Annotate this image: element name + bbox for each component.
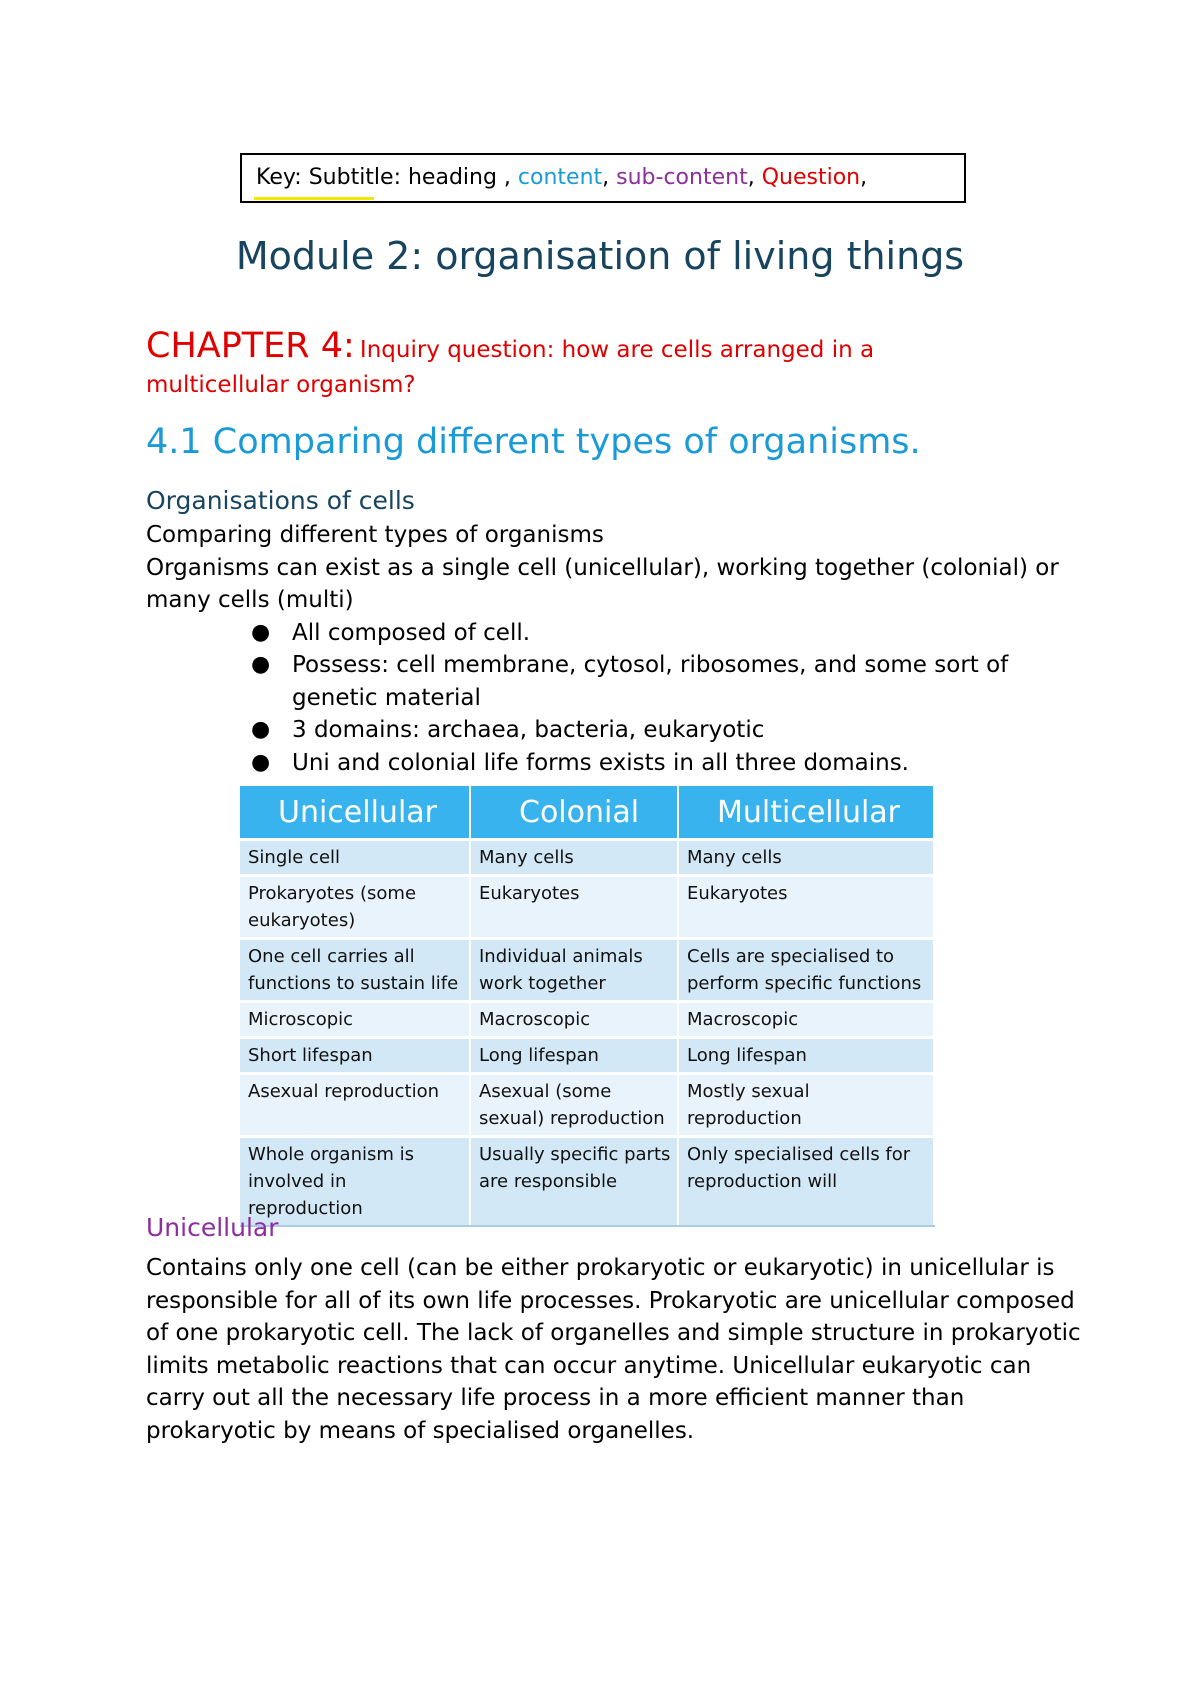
- table-row: [240, 876, 934, 939]
- table-cell: One cell carries all functions to sustain life: [240, 939, 470, 1002]
- header-unicellular: Unicellular: [240, 786, 470, 840]
- table-cell: Cells are specialised to perform specific functions: [678, 939, 934, 1002]
- table-cell: Microscopic: [240, 1002, 470, 1038]
- unicellular-paragraph: Contains only one cell (can be either prokaryotic or eukaryotic) in unicellular is responsible for all of its own life processes. Prokaryotic are unicellular composed of one prokaryotic cell. The lack of organelles and simple structure in prokaryotic limits metabolic reactions that can occur anytime. Unicellular eukaryotic can carry out all the necessary life process in a more efficient manner than prokaryotic by means of specialised organelles.: [146, 1255, 1081, 1444]
- key-highlight-underline: [254, 197, 374, 200]
- list-item: [146, 747, 1076, 780]
- unicellular-heading: Unicellular: [146, 1213, 279, 1242]
- table-row: [240, 840, 934, 876]
- table-row: [240, 1074, 934, 1137]
- table-cell: Macroscopic: [678, 1002, 934, 1038]
- table-cell: Individual animals work together: [470, 939, 678, 1002]
- header-colonial: Colonial: [470, 786, 678, 840]
- key-content: content: [517, 165, 603, 190]
- chapter-inquiry-line2: multicellular organism?: [146, 372, 416, 398]
- table-cell: Only specialised cells for reproduction will: [678, 1137, 934, 1227]
- module-title: Module 2: organisation of living things: [235, 234, 965, 278]
- table-cell: Short lifespan: [240, 1038, 470, 1074]
- table-cell: Macroscopic: [470, 1002, 678, 1038]
- comparison-table: [240, 786, 935, 1227]
- table-cell: Single cell: [240, 840, 470, 876]
- chapter-inquiry-line1: Inquiry question: how are cells arranged in a: [359, 337, 875, 363]
- list-item: [146, 714, 1076, 747]
- table-cell: Eukaryotes: [470, 876, 678, 939]
- table-cell: Asexual (some sexual) reproduction: [470, 1074, 678, 1137]
- bullet-icon: ●: [251, 619, 271, 645]
- table-row: [240, 939, 934, 1002]
- key-question: Question: [761, 165, 861, 190]
- body-line-2: Organisms can exist as a single cell (unicellular), working together (colonial) or many cells (multi): [146, 554, 1059, 613]
- header-multicellular: Multicellular: [678, 786, 934, 840]
- table-cell: Many cells: [678, 840, 934, 876]
- body-line-1: Comparing different types of organisms: [146, 522, 604, 548]
- bullet-icon: ●: [251, 717, 271, 742]
- table-row: [240, 1137, 934, 1227]
- key-prefix: Key: Subtitle: heading ,: [256, 165, 511, 190]
- table-cell: Asexual reproduction: [240, 1074, 470, 1137]
- section-title: 4.1 Comparing different types of organisms.: [146, 422, 921, 462]
- key-sep-2: ,: [747, 165, 755, 190]
- chapter-label: CHAPTER 4:: [146, 326, 355, 366]
- table-cell: Prokaryotes (some eukaryotes): [240, 876, 470, 939]
- table-cell: Long lifespan: [678, 1038, 934, 1074]
- table-cell: Mostly sexual reproduction: [678, 1074, 934, 1137]
- table-cell: Whole organism is involved in reproduction: [240, 1137, 470, 1227]
- table-cell: Eukaryotes: [678, 876, 934, 939]
- bullet-icon: ●: [251, 652, 271, 677]
- bullet-text: All composed of cell.: [292, 619, 531, 646]
- body-text: [146, 519, 1076, 779]
- table-header-row: [240, 786, 934, 840]
- key-box: [240, 153, 966, 203]
- chapter-heading: [146, 324, 1046, 402]
- key-sub-content: sub-content: [616, 165, 748, 190]
- table-cell: Long lifespan: [470, 1038, 678, 1074]
- list-item: [146, 649, 1076, 714]
- list-item: [146, 617, 1076, 650]
- key-sep-1: ,: [602, 165, 610, 190]
- bullet-text: Uni and colonial life forms exists in all three domains.: [292, 749, 909, 776]
- bullet-text: 3 domains: archaea, bacteria, eukaryotic: [292, 717, 765, 743]
- bullet-icon: ●: [251, 749, 271, 775]
- table-cell: Many cells: [470, 840, 678, 876]
- table-row: [240, 1038, 934, 1074]
- bullet-text: Possess: cell membrane, cytosol, ribosomes, and some sort of genetic material: [292, 652, 1009, 711]
- bullet-list: [146, 617, 1076, 780]
- subtitle-organisations: Organisations of cells: [146, 486, 415, 515]
- key-sep-3: ,: [860, 165, 868, 190]
- table-cell: Usually specific parts are responsible: [470, 1137, 678, 1227]
- table-row: [240, 1002, 934, 1038]
